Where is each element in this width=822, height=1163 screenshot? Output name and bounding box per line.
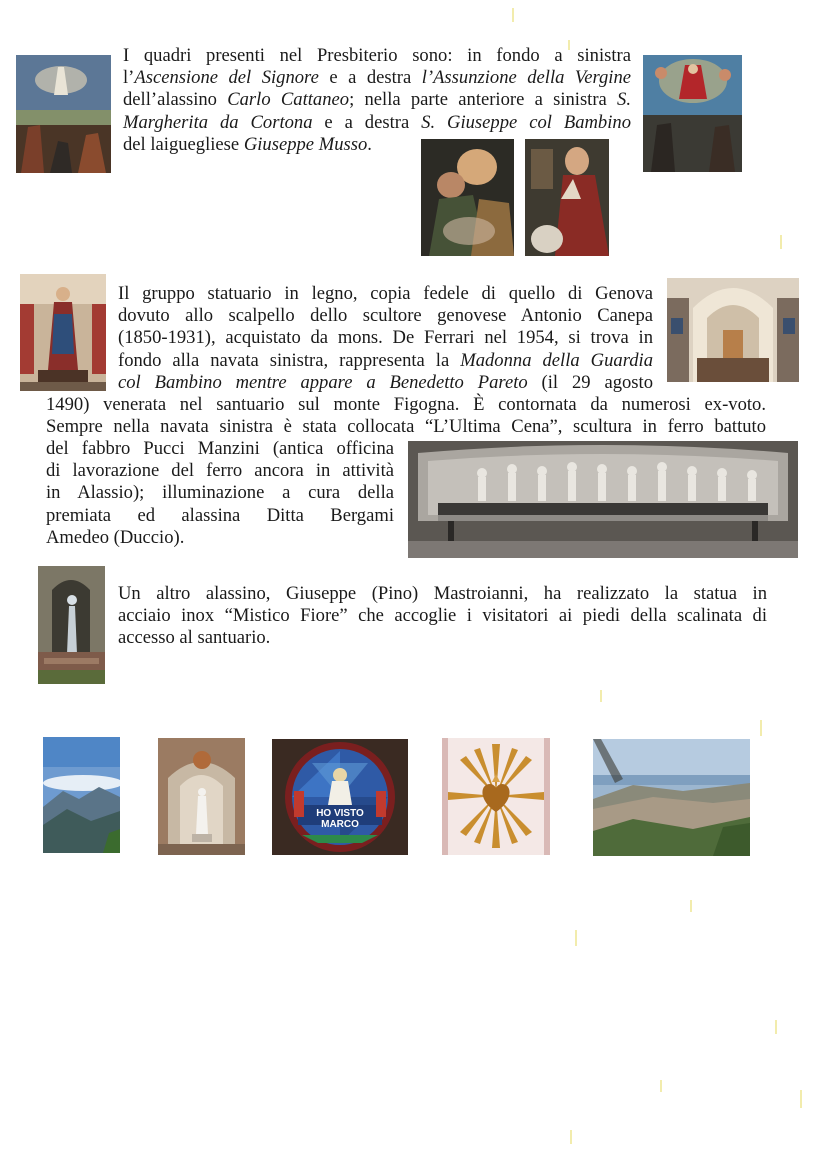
paragraph-gruppo-statuario: [118, 283, 653, 394]
paragraph-gruppo-statuario-continued: [46, 394, 766, 438]
scan-speck: [690, 900, 692, 912]
scan-speck: [780, 235, 782, 249]
scan-speck: [660, 1080, 662, 1092]
scan-speck: [575, 930, 577, 946]
text-line: accesso al santuario.: [118, 627, 271, 649]
text-line: (1850-1931), acquistato da mons. De Ferrari nel 1954, si trova in: [118, 327, 653, 349]
text-line: fondo alla navata sinistra, rappresenta la Madonna della Guardia: [118, 349, 653, 371]
scan-speck: [512, 8, 514, 22]
text-line: del fabbro Pucci Manzini (antica officina: [46, 438, 394, 459]
text-line: I quadri presenti nel Presbiterio sono: in fondo a sinistra: [123, 45, 631, 66]
stained-glass-caption: HO VISTO: [316, 808, 364, 819]
text-line: Un altro alassino, Giuseppe (Pino) Mastroianni, ha realizzato la statua in: [118, 583, 767, 604]
church-interior-image: [667, 278, 799, 382]
stained-glass-window-photo: [272, 739, 408, 855]
scan-speck: [570, 1130, 572, 1144]
text-line: 1490) venerata nel santuario sul monte Figogna. È contornata da numerosi ex-voto.: [46, 394, 766, 415]
paragraph-quadri: [123, 45, 631, 156]
text-line: premiata ed alassina Ditta Bergami: [46, 504, 394, 526]
text-line: dovuto allo scalpello dello scultore genovese Antonio Canepa: [118, 305, 653, 327]
text-line: in Alassio); illuminazione a cura della: [46, 482, 394, 504]
ultima-cena-sculpture-image: [408, 441, 798, 558]
sacred-heart-sunburst-photo: [442, 738, 550, 855]
madonna-della-guardia-statue-image: [20, 274, 106, 391]
text-line: dell’alassino Carlo Cattaneo; nella parte anteriore a sinistra S.: [123, 89, 631, 111]
text-line: acciaio inox “Mistico Fiore” che accoglie i visitatori ai piedi della scalinata di: [118, 605, 767, 627]
scan-speck: [775, 1020, 777, 1034]
san-giuseppe-painting-image: [421, 139, 514, 256]
stained-glass-caption: MARCO: [321, 819, 359, 830]
text-line: di lavorazione del ferro ancora in attività: [46, 460, 394, 482]
scan-speck: [800, 1090, 802, 1108]
text-line: col Bambino mentre appare a Benedetto Pareto (il 29 agosto: [118, 371, 653, 393]
text-line: del laiguegliese Giuseppe Musso.: [123, 133, 372, 155]
scan-speck: [760, 720, 762, 736]
scan-speck: [600, 690, 602, 702]
text-line: l’Ascensione del Signore e a destra l’Assunzione della Vergine: [123, 67, 632, 89]
assumption-painting-image: [643, 55, 742, 172]
paragraph-ultima-cena: [46, 438, 394, 549]
mistico-fiore-statue-image: [38, 566, 105, 684]
mountain-landscape-photo: [43, 737, 120, 853]
coastal-town-view-photo: [593, 739, 750, 856]
text-line: Il gruppo statuario in legno, copia fedele di quello di Genova: [118, 283, 653, 304]
text-line: Amedeo (Duccio).: [46, 526, 185, 548]
text-line: Sempre nella navata sinistra è stata collocata “L’Ultima Cena”, scultura in ferro battuto: [46, 416, 766, 438]
paragraph-mistico-fiore: [118, 583, 767, 650]
shrine-niche-photo: [158, 738, 245, 855]
santa-margherita-painting-image: [525, 139, 609, 256]
text-line: Margherita da Cortona e a destra S. Giuseppe col Bambino: [123, 111, 631, 133]
ascension-painting-image: [16, 55, 111, 173]
